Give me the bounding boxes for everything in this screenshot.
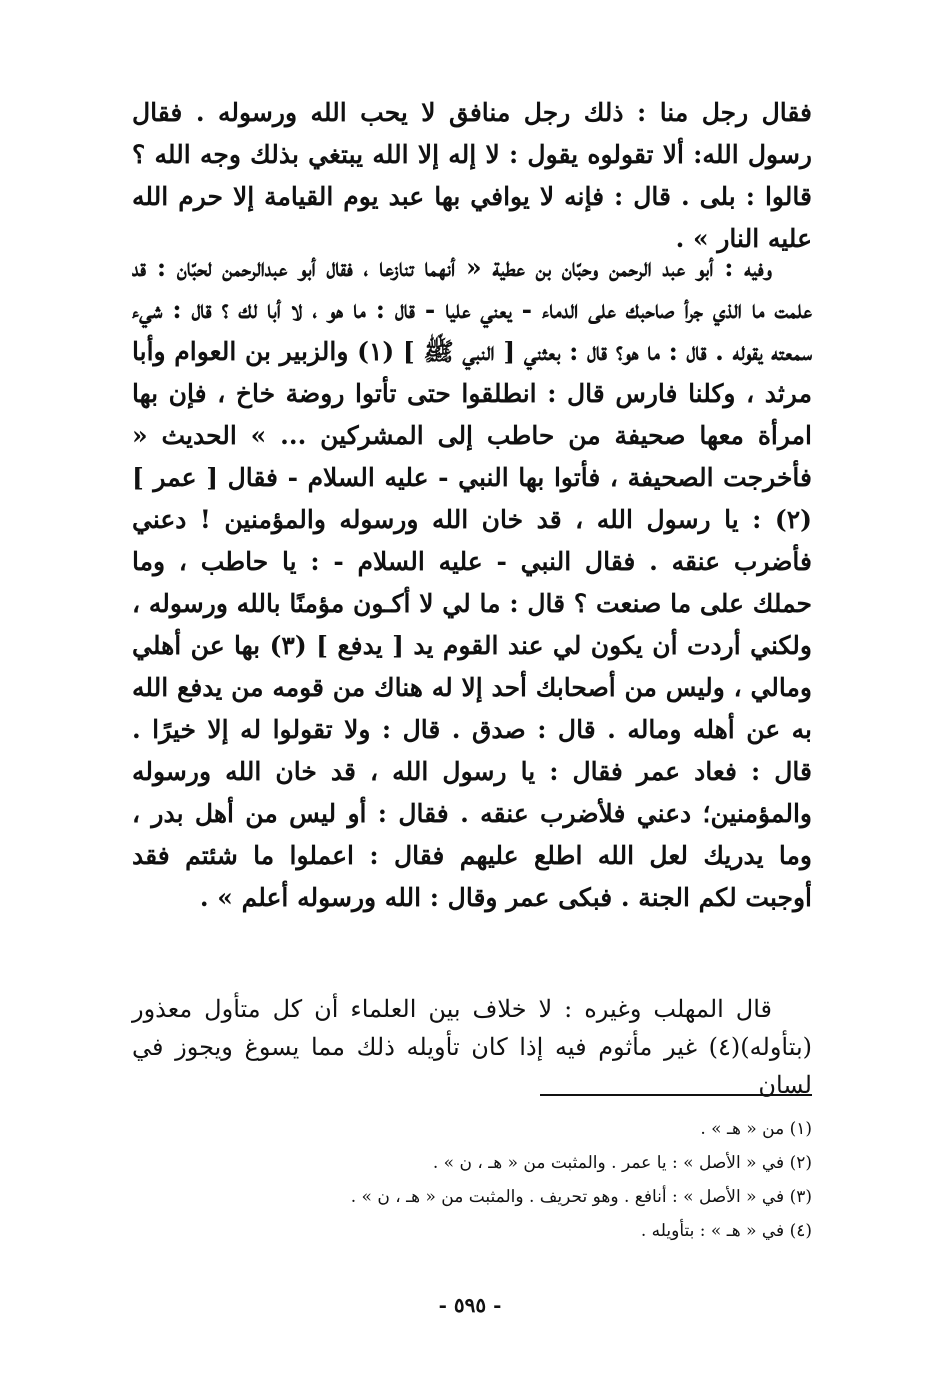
footnotes	[132, 1112, 812, 1248]
footnote-1: (١) من « هـ » .	[700, 1119, 812, 1139]
paragraph-2: وفيه : أبو عبد الرحمن وحبّان بن عطية « أنهما تنازعا ، فقال أبو عبدالرحمن لحبّان : قد علمت ما الذي جرأ صاحبك على الدماء - يعني عليا - قال : ما هو ، لا أبا لك ؟ قال : شيء سمعته يقوله . قال : ما هو؟ قال : بعثني [ النبي ﷺ ] (١) والزبير بن العوام وأبا مرثد ، وكلنا فارس قال : انطلقوا حتى تأتوا روضة خاخ ، فإن بها امرأة معها صحيفة من حاطب إلى المشركين ... » الحديث « فأخرجت الصحيفة ، فأتوا بها النبي - عليه السلام - فقال [ عمر ] (٢) : يا رسول الله ، قد خان الله ورسوله والمؤمنين ! دعني فأضرب عنقه . فقال النبي - عليه السلام - : يا حاطب ، وما حملك على ما صنعت ؟ قال : ما لي لا أكـون مؤمنًا بالله ورسوله ، ولكني أردت أن يكون لي عند القوم يد [ يدفع ] (٣) بها عن أهلي ومالي ، وليس من أصحابك أحد إلا له هناك من قومه من يدفع الله به عن أهله وماله . قال : صدق . قال : ولا تقولوا له إلا خيرًا . قال : فعاد عمر فقال : يا رسول الله ، قد خان الله ورسوله والمؤمنين؛ دعني فلأضرب عنقه . فقال : أو ليس من أهل بدر ، وما يدريك لعل الله اطلع عليهم فقال : اعملوا ما شئتم فقد أوجبت لكم الجنة . فبكى عمر وقال : الله ورسوله أعلم » .	[132, 253, 813, 912]
paragraph-3: قال المهلب وغيره : لا خلاف بين العلماء أن كل متأول معذور (بتأوله)(٤) غير مأثوم فيه إذا كان تأويله ذلك مما يسوغ ويجوز في لسان	[132, 995, 812, 1099]
footnote-4: (٤) في « هـ » : بتأويله .	[640, 1221, 812, 1241]
footnote-separator	[540, 1094, 812, 1096]
footnote-2: (٢) في « الأصل » : يا عمر . والمثبت من « هـ ، ن » .	[432, 1153, 812, 1173]
paragraph-1: فقال رجل منا : ذلك رجل منافق لا يحب الله ورسوله . فقال رسول الله: ألا تقولوه يقول : لا إله إلا الله يبتغي بذلك وجه الله ؟ قالوا : بلى . قال : فإنه لا يوافي بها عبد يوم القيامة إلا حرم الله عليه النار » .	[132, 98, 812, 253]
footnote-3: (٣) في « الأصل » : أنافع . وهو تحريف . والمثبت من « هـ ، ن » .	[350, 1187, 812, 1207]
page-number: - ٥٩٥ -	[438, 1293, 502, 1317]
